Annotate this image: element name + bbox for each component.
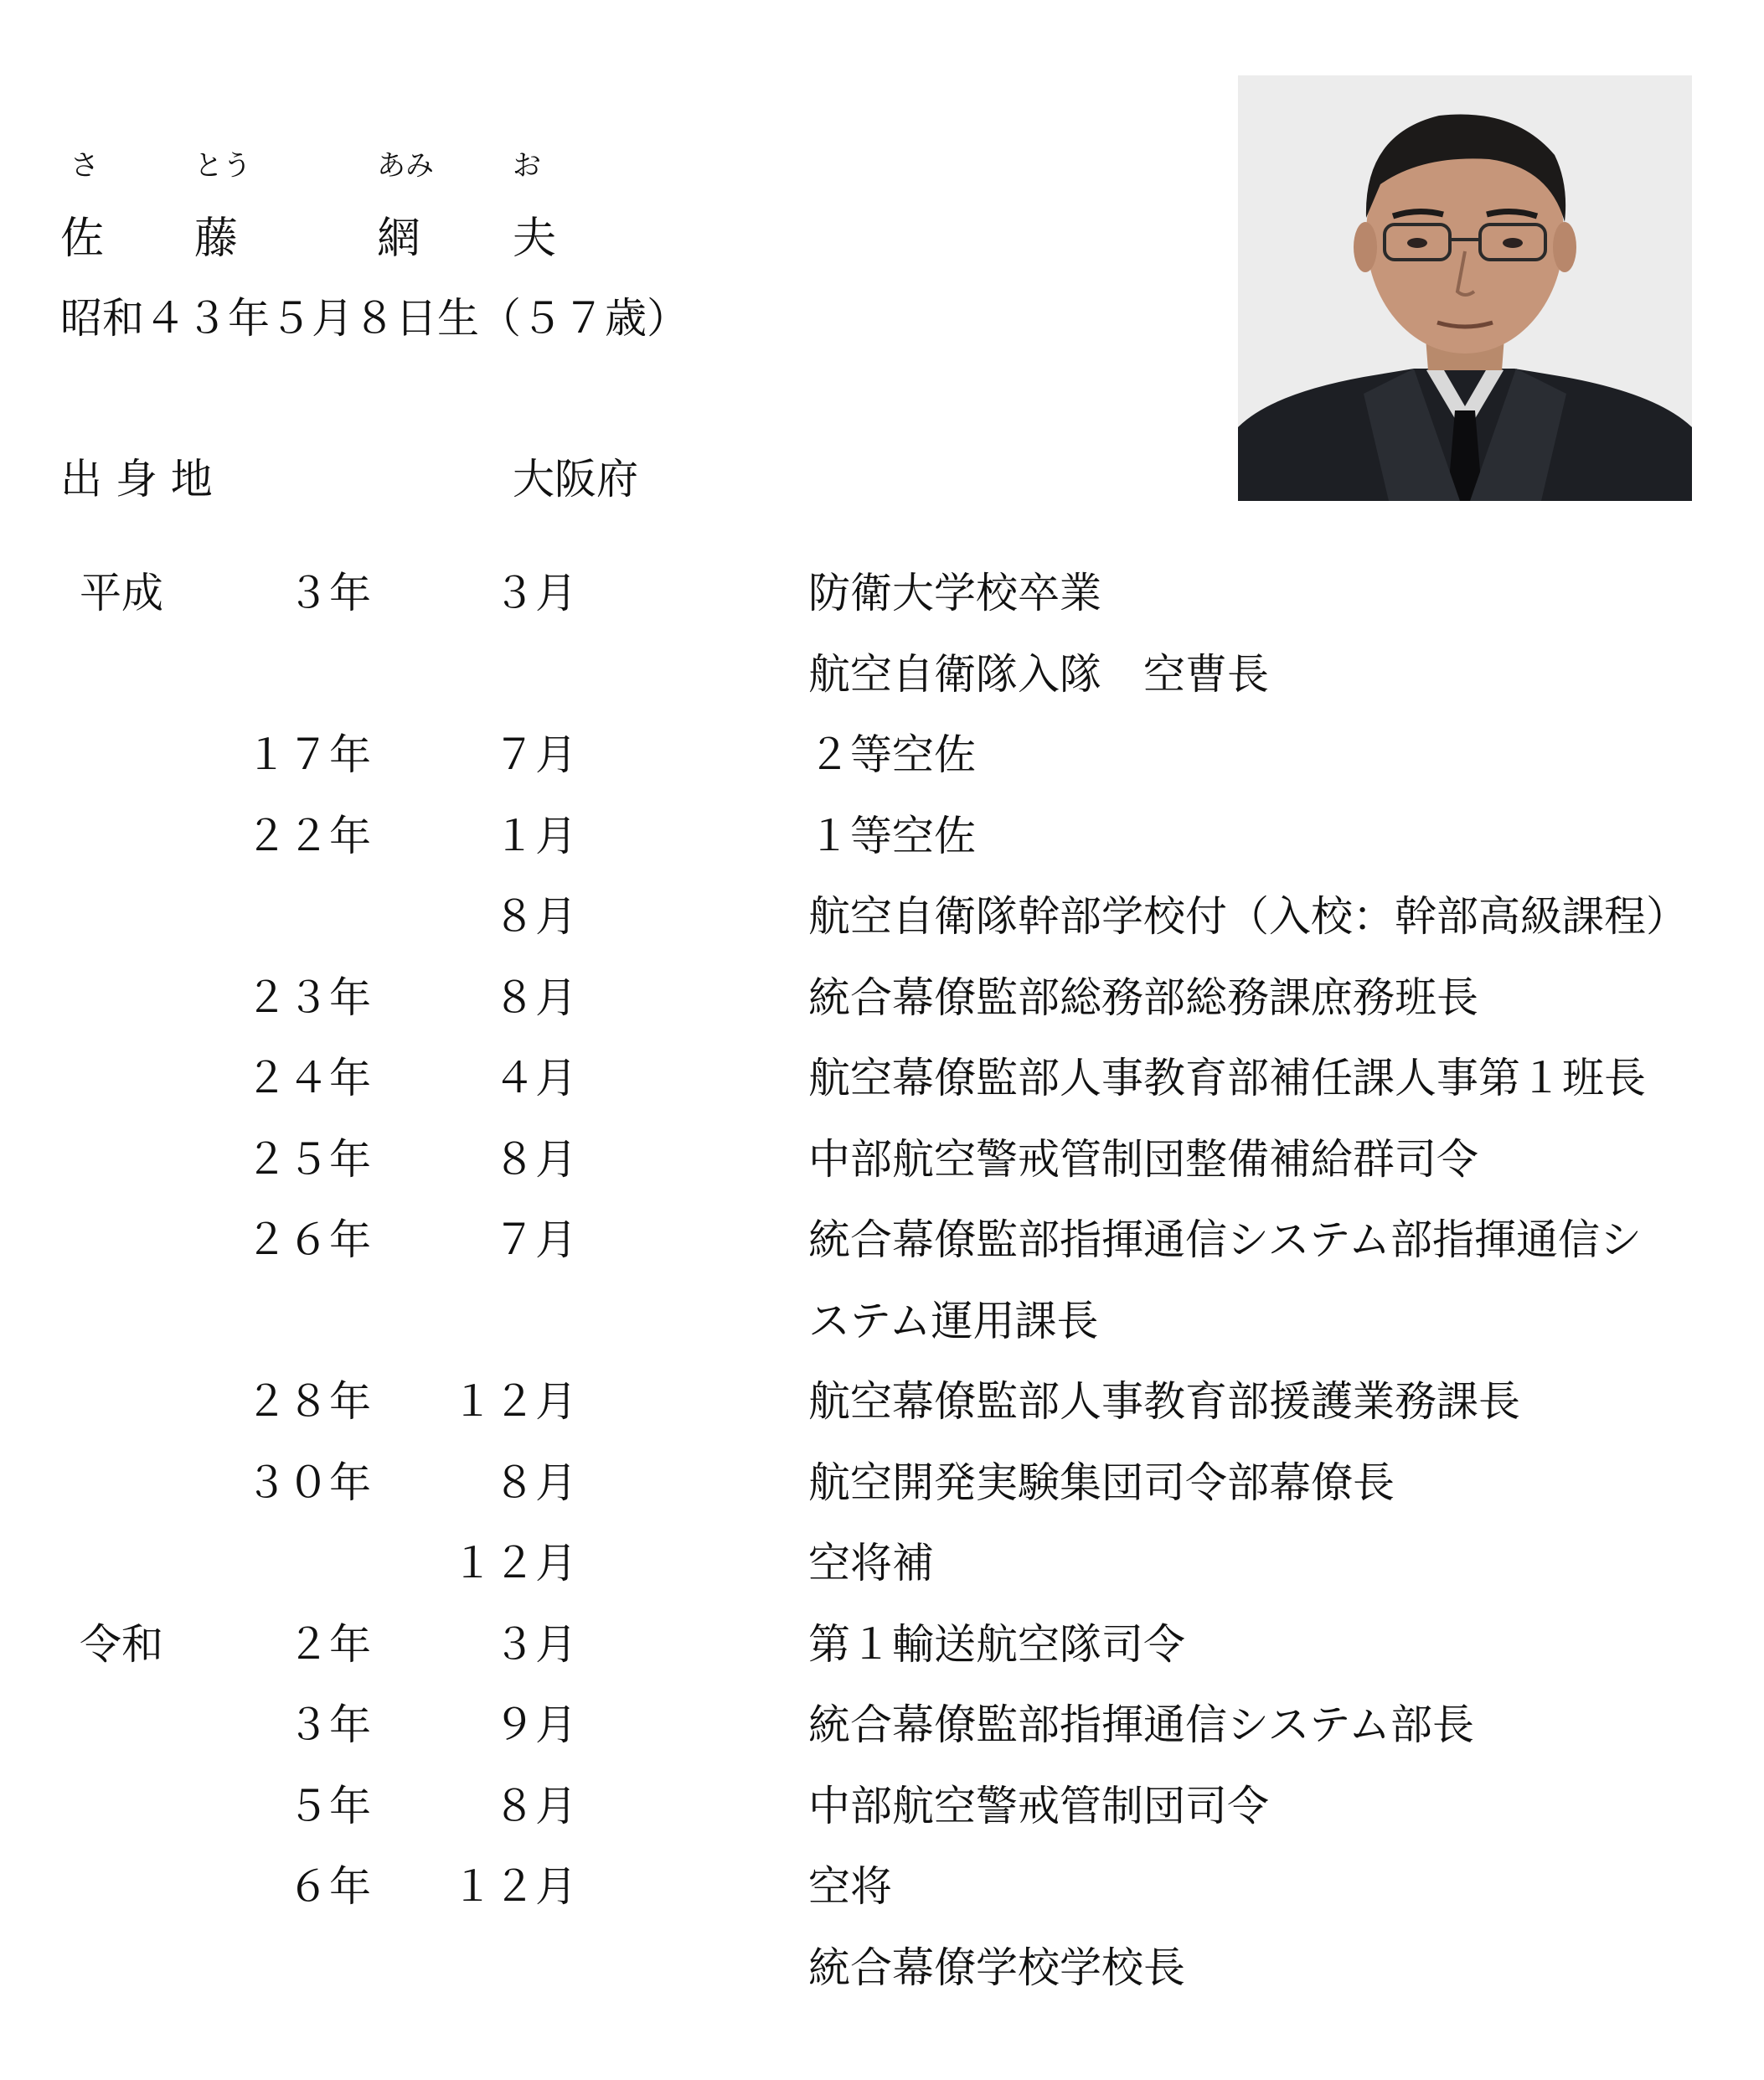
- career-year: ２４年: [245, 1054, 371, 1102]
- career-month: ８月: [493, 1134, 577, 1184]
- name-ruby-4: お: [513, 149, 541, 183]
- career-row: [0, 1449, 1764, 1530]
- career-month: ８月: [493, 1458, 577, 1507]
- career-era: 平成: [80, 569, 163, 617]
- career-event: ステム運用課長: [808, 1296, 1099, 1345]
- career-event: 統合幕僚監部指揮通信システム部指揮通信シ: [808, 1215, 1642, 1264]
- career-event: 統合幕僚監部総務部総務課庶務班長: [808, 973, 1478, 1022]
- career-row: [0, 1206, 1764, 1288]
- career-row: [0, 1691, 1764, 1773]
- career-event: 航空幕僚監部人事教育部補任課人事第１班長: [808, 1054, 1646, 1102]
- career-event: 統合幕僚学校学校長: [808, 1943, 1185, 1992]
- career-month: １月: [493, 811, 577, 860]
- career-event: 航空幕僚監部人事教育部援護業務課長: [808, 1377, 1520, 1426]
- career-year: ２年: [287, 1619, 371, 1669]
- career-row: [0, 883, 1764, 964]
- career-list: [0, 560, 1764, 2015]
- career-month: ４月: [493, 1054, 577, 1102]
- career-month: ８月: [493, 1781, 577, 1830]
- career-event: 航空自衛隊幹部学校付（入校：幹部高級課程）: [808, 892, 1688, 941]
- career-event: 中部航空警戒管制団司令: [808, 1781, 1269, 1830]
- career-event: 防衛大学校卒業: [808, 569, 1101, 617]
- portrait-illustration: [1238, 75, 1692, 501]
- birthplace-value: 大阪府: [513, 455, 638, 503]
- name-char-4: 夫: [513, 214, 557, 264]
- career-month: １２月: [451, 1377, 577, 1426]
- career-year: ２６年: [245, 1215, 371, 1264]
- career-month: ８月: [493, 973, 577, 1022]
- name-char-3: 網: [377, 214, 421, 264]
- career-era: 令和: [80, 1619, 163, 1669]
- career-year: ５年: [287, 1781, 371, 1830]
- career-row: [0, 641, 1764, 722]
- career-year: ２２年: [245, 811, 371, 860]
- career-month: ７月: [493, 730, 577, 779]
- career-year: ２３年: [245, 973, 371, 1022]
- career-month: ８月: [493, 892, 577, 941]
- career-month: ３月: [493, 569, 577, 617]
- career-event: 空将補: [808, 1539, 934, 1587]
- career-month: ９月: [493, 1701, 577, 1749]
- birth-date: 昭和４３年５月８日生（５７歳）: [60, 294, 689, 343]
- birthplace-label: 出 身 地: [60, 455, 213, 503]
- career-row: [0, 1045, 1764, 1126]
- name-ruby-2: とう: [194, 149, 251, 183]
- career-row: [0, 1368, 1764, 1449]
- name-char-2: 藤: [194, 214, 239, 264]
- career-row: [0, 964, 1764, 1045]
- career-row: [0, 721, 1764, 803]
- career-row: [0, 560, 1764, 641]
- career-month: ３月: [493, 1619, 577, 1669]
- career-event: 中部航空警戒管制団整備補給群司令: [808, 1134, 1478, 1184]
- career-row: [0, 1773, 1764, 1854]
- name-char-1: 佐: [60, 214, 105, 264]
- career-year: ３年: [287, 1701, 371, 1749]
- career-year: ２５年: [245, 1134, 371, 1184]
- career-row: [0, 1611, 1764, 1692]
- career-event: １等空佐: [808, 811, 976, 860]
- career-event: ２等空佐: [808, 730, 976, 779]
- career-event: 統合幕僚監部指揮通信システム部長: [808, 1701, 1474, 1749]
- career-event: 第１輸送航空隊司令: [808, 1619, 1185, 1669]
- career-row: [0, 803, 1764, 884]
- career-row: [0, 1853, 1764, 1934]
- career-year: １７年: [245, 730, 371, 779]
- name-ruby-3: あみ: [377, 149, 434, 183]
- name-ruby-1: さ: [70, 149, 99, 183]
- career-row: [0, 1288, 1764, 1369]
- portrait-photo: [1238, 75, 1692, 501]
- career-year: ６年: [287, 1862, 371, 1911]
- career-month: ７月: [493, 1215, 577, 1264]
- career-month: １２月: [451, 1539, 577, 1587]
- career-year: ３０年: [245, 1458, 371, 1507]
- career-event: 航空開発実験集団司令部幕僚長: [808, 1458, 1395, 1507]
- career-row: [0, 1934, 1764, 2015]
- career-row: [0, 1126, 1764, 1207]
- career-month: １２月: [451, 1862, 577, 1911]
- career-year: ２８年: [245, 1377, 371, 1426]
- career-event: 航空自衛隊入隊 空曹長: [808, 649, 1269, 699]
- career-event: 空将: [808, 1862, 892, 1911]
- career-row: [0, 1530, 1764, 1611]
- career-year: ３年: [287, 569, 371, 617]
